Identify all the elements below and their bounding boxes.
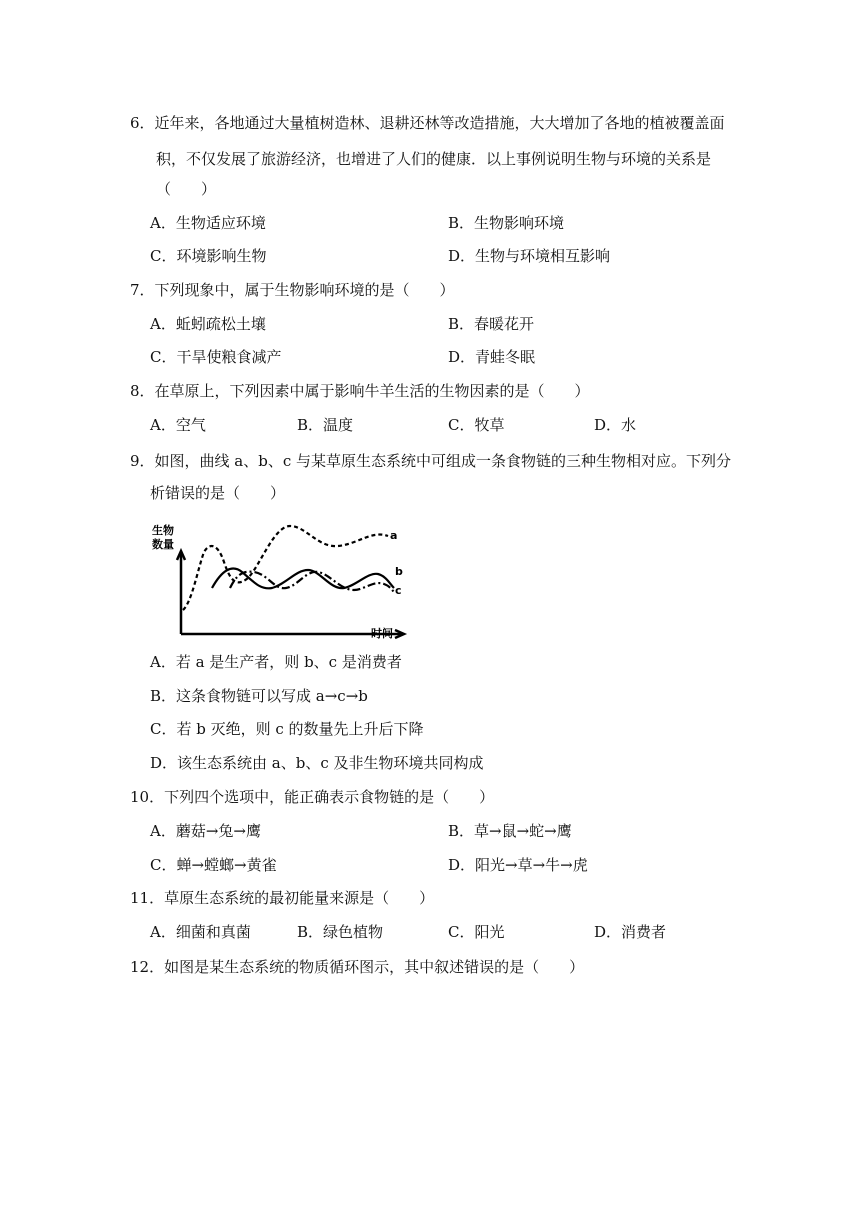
curve-b-label: b [395, 565, 403, 578]
q11-option-a: A．细菌和真菌 [150, 923, 251, 941]
y-axis-label-line1: 生物 [152, 524, 174, 537]
q6-option-a: A．生物适应环境 [150, 214, 266, 232]
q6-stem-line3: （ ） [156, 180, 217, 198]
q11-option-b: B．绿色植物 [297, 923, 384, 941]
q10-option-c: C．蝉→螳螂→黄雀 [150, 856, 277, 874]
curve-c-label: c [395, 584, 402, 597]
q8-option-a: A．空气 [150, 416, 206, 434]
q7-option-b: B．春暖花开 [448, 315, 535, 333]
q8-option-d: D．水 [594, 416, 637, 434]
x-axis-label: 时间 [371, 627, 393, 640]
q7-stem: 7．下列现象中，属于生物影响环境的是（ ） [130, 281, 455, 299]
q6-stem-line1: 6．近年来，各地通过大量植树造林、退耕还林等改造措施，大大增加了各地的植被覆盖面 [130, 114, 725, 132]
q11-option-d: D．消费者 [594, 923, 667, 941]
q9-stem-line1: 9．如图，曲线 a、b、c 与某草原生态系统中可组成一条食物链的三种生物相对应。下列分 [130, 452, 732, 470]
q11-stem: 11．草原生态系统的最初能量来源是（ ） [130, 889, 435, 907]
q9-option-c: C．若 b 灭绝，则 c 的数量先上升后下降 [150, 720, 424, 738]
q9-stem-line2: 析错误的是（ ） [150, 484, 286, 502]
q10-option-a: A．蘑菇→兔→鹰 [150, 822, 261, 840]
q7-option-d: D．青蛙冬眠 [448, 348, 536, 366]
q8-stem: 8．在草原上，下列因素中属于影响牛羊生活的生物因素的是（ ） [130, 382, 590, 400]
q6-option-b: B．生物影响环境 [448, 214, 565, 232]
q9-option-d: D．该生态系统由 a、b、c 及非生物环境共同构成 [150, 754, 484, 772]
y-axis [177, 551, 185, 634]
curve-a [183, 526, 388, 610]
q9-option-a: A．若 a 是生产者，则 b、c 是消费者 [150, 653, 402, 671]
q12-stem: 12．如图是某生态系统的物质循环图示，其中叙述错误的是（ ） [130, 958, 585, 976]
q9-option-b: B．这条食物链可以写成 a→c→b [150, 687, 368, 705]
q8-option-b: B．温度 [297, 416, 354, 434]
curve-a-label: a [390, 529, 398, 542]
q6-option-d: D．生物与环境相互影响 [448, 247, 611, 265]
q10-option-b: B．草→鼠→蛇→鹰 [448, 822, 572, 840]
q10-option-d: D．阳光→草→牛→虎 [448, 856, 588, 874]
q6-option-c: C．环境影响生物 [150, 247, 267, 265]
q10-stem: 10．下列四个选项中，能正确表示食物链的是（ ） [130, 788, 495, 806]
q11-option-c: C．阳光 [448, 923, 505, 941]
population-curve-figure [150, 518, 412, 640]
y-axis-label-line2: 数量 [152, 538, 174, 551]
q7-option-c: C．干旱使粮食减产 [150, 348, 282, 366]
q8-option-c: C．牧草 [448, 416, 505, 434]
q7-option-a: A．蚯蚓疏松土壤 [150, 315, 266, 333]
q6-stem-line2: 积，不仅发展了旅游经济，也增进了人们的健康．以上事例说明生物与环境的关系是 [156, 150, 712, 168]
